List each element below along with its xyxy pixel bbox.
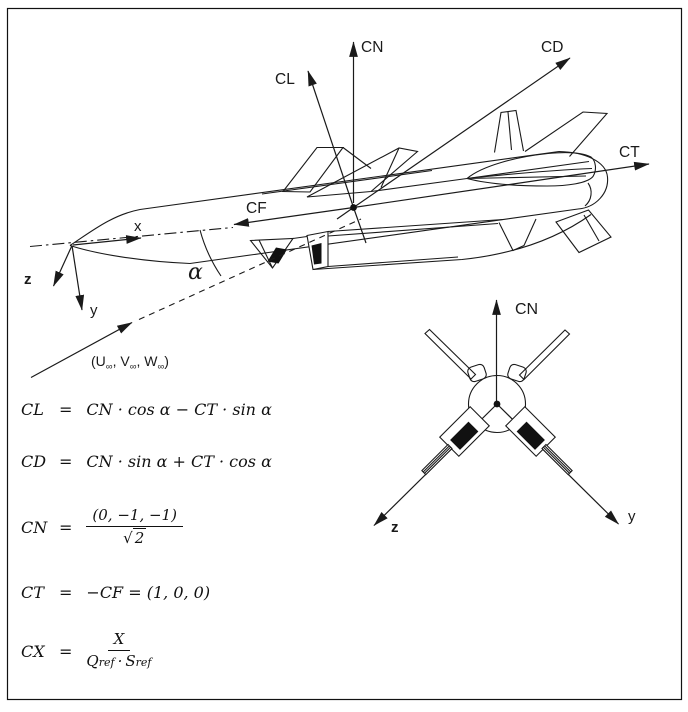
- eq-fraction: [86, 630, 151, 672]
- radical-sign: √: [123, 529, 133, 547]
- tail-lower-fins: [499, 210, 611, 253]
- equation-cn: [21, 506, 183, 548]
- eq-rhs: CN · cos α − CT · sin α: [86, 400, 272, 419]
- den-dot: ·: [117, 652, 123, 670]
- den-q-sub: ref: [98, 656, 115, 669]
- y-axis-arrow: [72, 246, 82, 311]
- fin-black-marker: [268, 248, 288, 264]
- missile-rear-view: [374, 300, 619, 526]
- ct-label: CT: [619, 144, 640, 161]
- eq-denominator: [86, 651, 151, 672]
- forward-lower-fin: [251, 237, 308, 269]
- freestream-velocity-label: ($U_\infty$, $V_\infty$, $W_\infty$): [91, 353, 169, 373]
- eq-numerator: (0, −1, −1): [86, 506, 183, 527]
- rear-cn-label: CN: [515, 301, 539, 318]
- eq-rhs: CN · sin α + CT · cos α: [86, 452, 272, 471]
- cn-label: CN: [361, 39, 384, 56]
- eq-equals: =: [59, 452, 73, 471]
- eq-equals: =: [59, 641, 73, 661]
- den-s-sub: ref: [135, 656, 152, 669]
- z-axis-arrow: [54, 246, 73, 287]
- tail-upper-fins: [495, 111, 608, 157]
- equation-cl: [21, 400, 272, 419]
- force-vectors: [31, 42, 649, 378]
- eq-rhs: −CF = (1, 0, 0): [86, 583, 211, 602]
- moment-reference-dot: [350, 204, 357, 211]
- eq-equals: =: [59, 400, 73, 419]
- rear-upper-right-fin: [520, 330, 570, 380]
- cf-label: CF: [246, 200, 267, 217]
- eq-lhs: CN: [21, 517, 48, 537]
- mid-body-wings: [283, 148, 467, 198]
- velocity-direction-dashed-line: [139, 219, 361, 320]
- eq-lhs: CT: [21, 583, 44, 602]
- equation-cd: [21, 452, 272, 471]
- rear-right-fin-stub: [542, 445, 572, 475]
- cl-label: CL: [275, 71, 295, 88]
- velocity-arrow: [31, 323, 132, 378]
- rear-y-label: y: [628, 508, 636, 525]
- ct-arrow: [354, 164, 650, 208]
- eq-denominator: [123, 527, 146, 548]
- cl-arrow-extension: [354, 208, 367, 244]
- rear-left-fin-stub: [422, 445, 452, 475]
- missile-3d-view: [70, 111, 611, 270]
- equation-cx: [21, 630, 151, 672]
- engine-pod: [307, 215, 591, 270]
- y-axis-label: y: [90, 302, 98, 319]
- cd-label: CD: [541, 39, 564, 56]
- eq-numerator: X: [108, 630, 131, 651]
- den-q: Q: [86, 652, 99, 670]
- rear-center-dot: [494, 401, 501, 408]
- alpha-label: α: [188, 260, 203, 285]
- eq-equals: =: [59, 583, 73, 602]
- vector-labels: [24, 39, 640, 373]
- equation-ct: [21, 583, 210, 602]
- cd-arrow: [354, 58, 571, 208]
- radicand: 2: [134, 529, 145, 547]
- x-axis-label: x: [134, 218, 142, 235]
- rear-z-label: z: [391, 519, 399, 536]
- eq-equals: =: [59, 517, 73, 537]
- eq-lhs: CL: [21, 400, 44, 419]
- eq-fraction: [86, 506, 183, 548]
- alpha-angle-arc: [200, 230, 221, 276]
- eq-lhs: CX: [21, 641, 45, 661]
- z-axis-label: z: [24, 271, 32, 288]
- eq-lhs: CD: [21, 452, 47, 471]
- den-s: S: [125, 652, 136, 670]
